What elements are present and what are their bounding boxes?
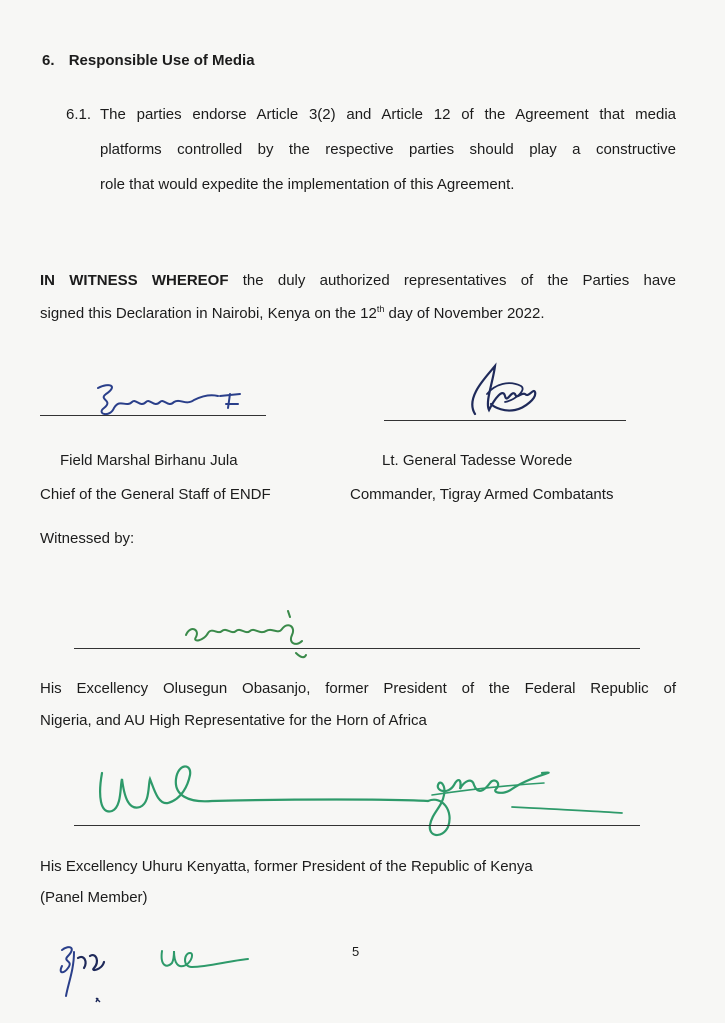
signature-line-left <box>40 415 266 416</box>
signatory-right-title: Commander, Tigray Armed Combatants <box>350 486 614 503</box>
signature-line-kenyatta <box>74 825 640 826</box>
witness-line-2-pre: signed this Declaration in Nairobi, Kenya on the 12 <box>40 305 377 322</box>
section-title: Responsible Use of Media <box>68 52 255 69</box>
signature-line-right <box>384 420 626 421</box>
page-number: 5 <box>352 944 360 959</box>
witnessed-by-label: Witnessed by: <box>40 530 135 547</box>
witness-line-2 <box>40 305 544 322</box>
section-number: 6. <box>42 52 55 69</box>
initials-kenyatta <box>158 945 258 975</box>
signatory-left-name: Field Marshal Birhanu Jula <box>60 452 238 469</box>
clause-line-2: platforms controlled by the respective parties should play a constructive <box>100 141 676 158</box>
initials-birhanu-jula <box>48 940 118 1010</box>
section-heading <box>42 52 255 69</box>
signatory-left-title: Chief of the General Staff of ENDF <box>40 486 271 503</box>
witness-line-1-rest: the duly authorized representatives of the Parties have <box>242 272 677 289</box>
signatory-right-name: Lt. General Tadesse Worede <box>382 452 573 469</box>
signature-obasanjo <box>178 605 318 665</box>
clause-number: 6.1. <box>66 106 92 123</box>
signature-birhanu-jula <box>70 378 270 428</box>
signature-tadesse-worede <box>455 358 545 422</box>
signature-kenyatta <box>92 755 632 845</box>
witness-line-1 <box>40 272 676 289</box>
witness-line-2-post: day of November 2022. <box>384 305 545 322</box>
witness-lead: IN WITNESS WHEREOF <box>40 272 229 289</box>
witness2-line-1: His Excellency Uhuru Kenyatta, former President of the Republic of Kenya <box>40 858 533 875</box>
witness-ordinal-suffix: th <box>376 304 385 314</box>
signature-line-obasanjo <box>74 648 640 649</box>
witness1-line-2: Nigeria, and AU High Representative for the Horn of Africa <box>40 712 427 729</box>
clause-line-1: The parties endorse Article 3(2) and Article 12 of the Agreement that media <box>100 106 676 123</box>
witness2-line-2: (Panel Member) <box>40 889 148 906</box>
witness1-line-1: His Excellency Olusegun Obasanjo, former President of the Federal Republic of <box>40 680 676 697</box>
clause-line-3: role that would expedite the implementation of this Agreement. <box>100 176 515 193</box>
